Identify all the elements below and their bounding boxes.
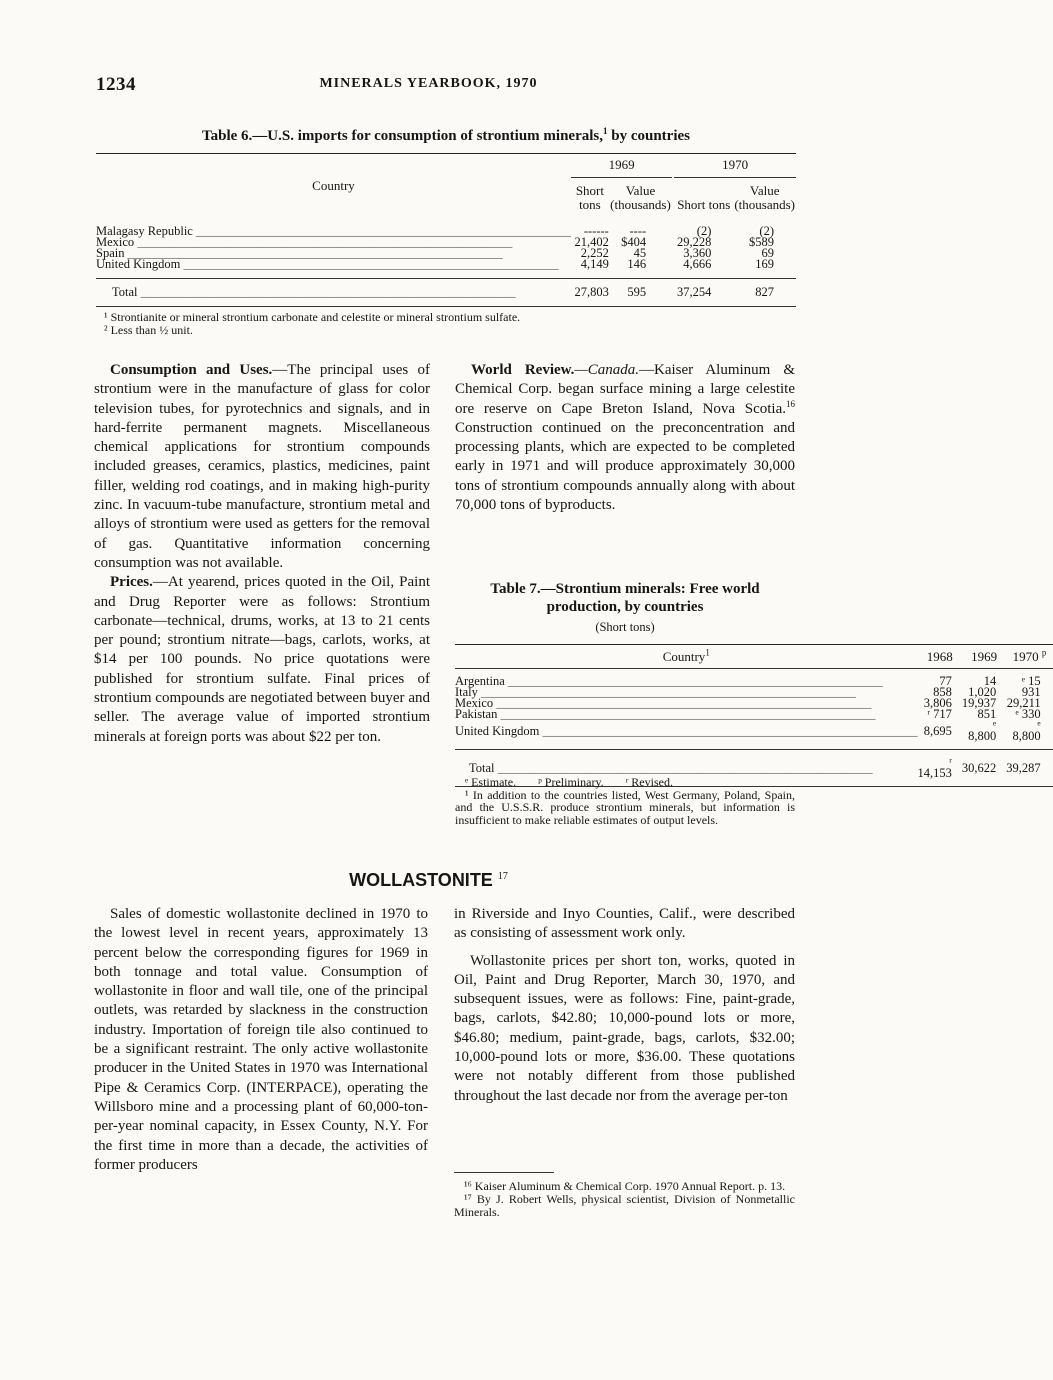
wollastonite-right-column — [454, 905, 795, 1106]
table-row: Mexico ____________________________________________________________ 3,806 19,937 29,211 — [455, 696, 1041, 710]
table7-total-row: Total ____________________________________________________________ ʳ 14,153 30,622 39,287 — [455, 750, 1053, 787]
table6 — [96, 153, 796, 307]
page-number: 1234 — [96, 74, 136, 95]
table7 — [455, 644, 1053, 787]
table7-footnote-1: ¹ In addition to the countries listed, West Germany, Poland, Spain, and the U.S.S.R. produce strontium minerals, but information is insufficient to make reliable estimates of output levels. — [455, 787, 795, 827]
table6-footnotes — [104, 311, 794, 337]
table-row: United Kingdom ____________________________________________________________ 4,149 146 4,666 169 — [96, 259, 796, 279]
page-footnotes — [454, 1180, 795, 1219]
running-title: MINERALS YEARBOOK, 1970 — [319, 76, 538, 91]
table6-country: United Kingdom ____________________________________________________________ — [96, 259, 571, 279]
table6-col-short-tons: Short tons — [575, 183, 604, 212]
section-heading-wollastonite: WOLLASTONITE $^{17}$ — [349, 870, 508, 890]
table7-legend: ᵉ Estimate. ᵖ Preliminary. ʳ Revised. — [465, 775, 673, 789]
wollastonite-left-column: Sales of domestic wollastonite declined in 1970 to the lowest level in recent years, approximately 13 percent below the corresponding figures for 1969 in both tonnage and total value. Consumption of wollastonite in floor and wall tile, one of the principal outlets, was retarded by slackness in the construction industry. Importation of foreign tile also continued to be a significant restraint. The only active wollastonite producer in the United States in 1970 was International Pipe & Ceramics Corp. (INTERPACE), operating the Willsboro mine and a processing plant of 60,000-ton-per-year nominal capacity, in Essex County, N.Y. For the first time in more than a decade, the activities of former producers — [94, 906, 428, 1173]
footnote-17: ¹⁷ By J. Robert Wells, physical scientist, Division of Nonmetallic Minerals. — [454, 1192, 795, 1219]
world-review-paragraph: World Review.—Canada.—Kaiser Aluminum & Chemical Corp. began surface mining a large celestite ore reserve on Cape Breton Island, Nova Scotia.$^{16}$ Construction continued on the preconcentration and processing plants, which are expected to be completed early in 1971 and will produce approximately 30,000 tons of strontium compounds annually along with about 70,000 tons of byproducts. — [455, 362, 795, 514]
footnote-divider — [454, 1172, 554, 1173]
table6-col-value: Value (thousands) — [610, 183, 671, 212]
table7-title: Table 7.—Strontium minerals: Free world production, by countries — [490, 581, 760, 615]
table-row: Italy ____________________________________________________________ 858 1,020 931 — [455, 685, 1041, 699]
table6-country-header: Country — [312, 178, 355, 193]
table-row: Spain ____________________________________________________________ 2,252 45 3,360 69 — [96, 246, 774, 260]
table-row: Malagasy Republic ____________________________________________________________ ------ ---- (2) (2) — [96, 218, 796, 237]
table7-footnotes — [455, 776, 795, 826]
table6-col-value: Value (thousands) — [734, 183, 796, 212]
table6-footnote-1: ¹ Strontianite or mineral strontium carbonate and celestite or mineral strontium sulfate. — [104, 310, 521, 324]
table6-footnote-2: ² Less than ½ unit. — [104, 323, 193, 337]
table7-country-header: Country$^1$ — [455, 645, 918, 669]
table6-year-1970: 1970 — [674, 154, 796, 178]
wollastonite-continuation: in Riverside and Inyo Counties, Calif., were described as consisting of assessment work only. — [454, 906, 795, 942]
consumption-paragraph: Consumption and Uses.—The principal uses of strontium were in the manufacture of glass for color television tubes, for pyrotechnics and signals, and in hard-ferrite permanent magnets. Miscellaneous chemical applications for strontium compounds included greases, ceramics, plastics, medicines, paint filler, welding rod coatings, and in making high-purity zinc. In vacuum-tube manufacture, strontium metal and alloys of strontium were used as getters for the removal of gas. Quantitative information concerning consumption was not available. — [94, 362, 430, 571]
table7-year: 1969 — [962, 645, 1006, 669]
table7-year: 1968 — [918, 645, 962, 669]
prices-paragraph: Prices.—At yearend, prices quoted in the Oil, Paint and Drug Reporter were as follows: Strontium carbonate—technical, drums, works, at 13 to 21 cents per pound; strontium nitrate—bags, carlots, works, at $14 per 100 pounds. No price quotations were published for strontium sulfate. Final prices of strontium compounds are negotiated between buyer and seller. The average value of imported strontium minerals at foreign ports was about $22 per ton. — [94, 574, 430, 745]
table6-total-row: Total ____________________________________________________________ 27,803 595 37,254 827 — [96, 279, 796, 307]
wollastonite-prices-paragraph: Wollastonite prices per short ton, works, quoted in Oil, Paint and Drug Reporter, March 30, 1970, and subsequent issues, were as follows: Fine, paint-grade, bags, carlots, $42.80; 10,000-pound lots or more, $46.80; medium, paint-grade, bags, carlots, $32.00; 10,000-pound lots or more, $36.00. These quotations were not notably different from those published throughout the last decade nor from the average per-ton — [454, 952, 795, 1104]
table6-col-short-tons: Short tons — [677, 197, 731, 212]
table-row: United Kingdom ____________________________________________________________ 8,695 ᵉ 8,800 ᵉ 8,800 — [455, 720, 1053, 750]
left-column-upper — [94, 361, 430, 747]
footnote-16: ¹⁶ Kaiser Aluminum & Chemical Corp. 1970 Annual Report. p. 13. — [464, 1179, 786, 1193]
table-row: Argentina ____________________________________________________________ 77 14 ᵉ 15 — [455, 674, 1041, 688]
table6-country: Spain ____________________________________________________________ — [96, 246, 503, 260]
table6-title: Table 6.—U.S. imports for consumption of strontium minerals,$^1$ by countries — [201, 126, 690, 144]
table-row: Mexico ____________________________________________________________ 21,402 $404 29,228 $589 — [96, 235, 774, 249]
table7-year: 1970 $^p$ — [1006, 645, 1052, 669]
table-row: Pakistan ____________________________________________________________ ʳ 717 851 ᵉ 330 — [455, 707, 1041, 721]
table6-year-1969: 1969 — [571, 154, 672, 178]
table7-unit: (Short tons) — [595, 620, 655, 634]
table6-country: Mexico ____________________________________________________________ — [96, 235, 513, 249]
table6-country: Malagasy Republic ____________________________________________________________ — [96, 224, 571, 238]
